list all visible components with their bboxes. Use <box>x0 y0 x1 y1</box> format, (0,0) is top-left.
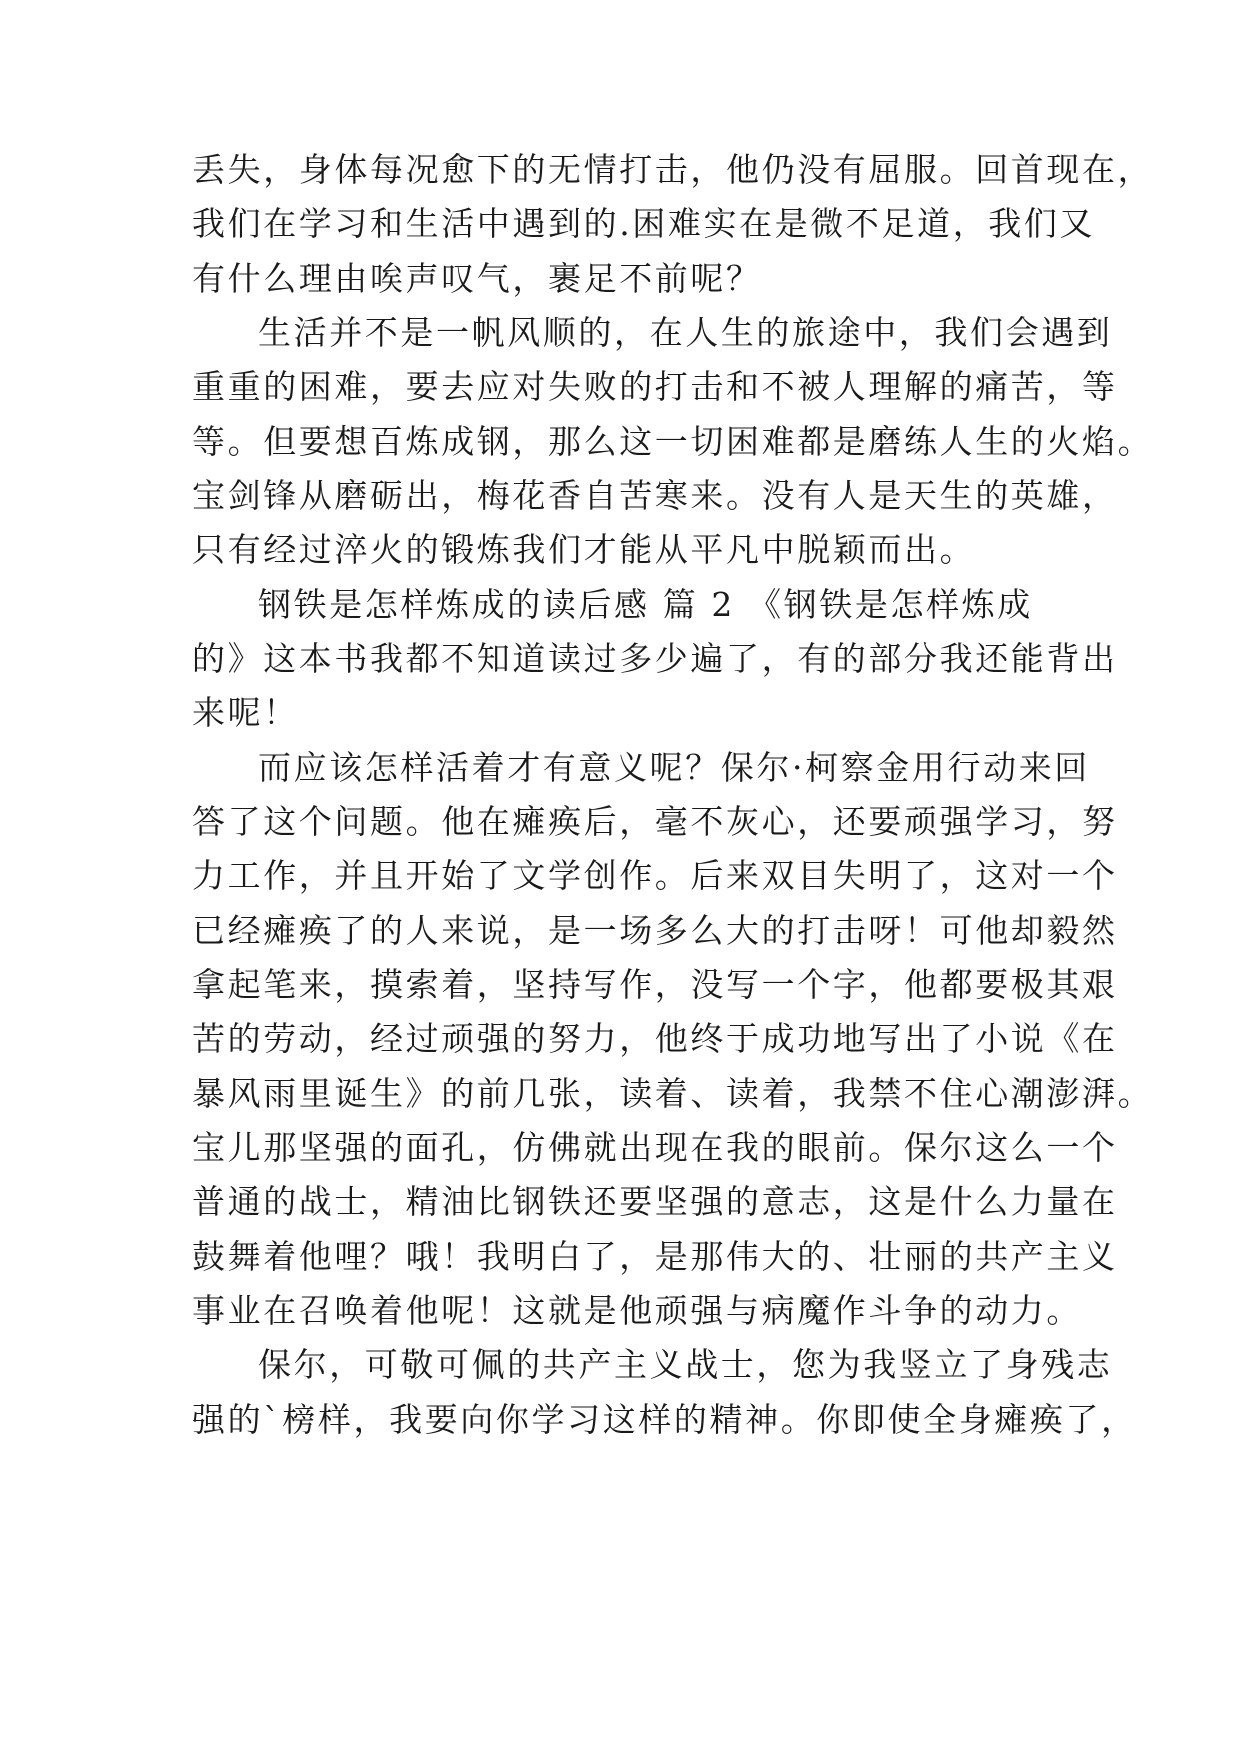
section-heading-line: 钢铁是怎样炼成的读后感 篇 2 《钢铁是怎样炼成 <box>258 585 1033 624</box>
text-line: 等。但要想百炼成钢，那么这一切困难都是磨练人生的火焰。 <box>192 422 1154 461</box>
text-line: 答了这个问题。他在瘫痪后，毫不灰心，还要顽强学习，努 <box>192 802 1118 841</box>
text-line: 强的`榜样，我要向你学习这样的精神。你即使全身瘫痪了， <box>192 1400 1137 1439</box>
text-line: 丢失，身体每况愈下的无情打击，他仍没有屈服。回首现在， <box>192 150 1154 189</box>
text-line: 宝剑锋从磨砺出，梅花香自苦寒来。没有人是天生的英雄， <box>192 476 1118 515</box>
text-line: 力工作，并且开始了文学创作。后来双目失明了，这对一个 <box>192 856 1118 895</box>
text-line: 暴风雨里诞生》的前几张，读着、读着，我禁不住心潮澎湃。 <box>192 1074 1154 1113</box>
paragraph-first-line: 生活并不是一帆风顺的，在人生的旅途中，我们会遇到 <box>258 313 1113 352</box>
paragraph-first-line: 而应该怎样活着才有意义呢？保尔·柯察金用行动来回 <box>258 748 1090 787</box>
text-line: 的》这本书我都不知道读过多少遍了，有的部分我还能背出 <box>192 639 1118 678</box>
text-line: 我们在学习和生活中遇到的.困难实在是微不足道，我们又 <box>192 204 1096 243</box>
text-line: 有什么理由唉声叹气，裹足不前呢？ <box>192 259 762 298</box>
text-line: 事业在召唤着他呢！这就是他顽强与病魔作斗争的动力。 <box>192 1291 1082 1330</box>
text-line: 已经瘫痪了的人来说，是一场多么大的打击呀！可他却毅然 <box>192 911 1118 950</box>
text-line: 鼓舞着他哩？哦！我明白了，是那伟大的、壮丽的共产主义 <box>192 1237 1118 1276</box>
paragraph-first-line: 保尔，可敬可佩的共产主义战士，您为我竖立了身残志 <box>258 1345 1113 1384</box>
text-line: 来呢！ <box>192 693 299 732</box>
text-line: 宝儿那坚强的面孔，仿佛就出现在我的眼前。保尔这么一个 <box>192 1128 1118 1167</box>
text-line: 苦的劳动，经过顽强的努力，他终于成功地写出了小说《在 <box>192 1019 1118 1058</box>
text-line: 重重的困难，要去应对失败的打击和不被人理解的痛苦，等 <box>192 367 1118 406</box>
text-line: 拿起笔来，摸索着，坚持写作，没写一个字，他都要极其艰 <box>192 965 1118 1004</box>
text-line: 只有经过淬火的锻炼我们才能从平凡中脱颖而出。 <box>192 530 976 569</box>
text-line: 普通的战士，精油比钢铁还要坚强的意志，这是什么力量在 <box>192 1182 1118 1221</box>
